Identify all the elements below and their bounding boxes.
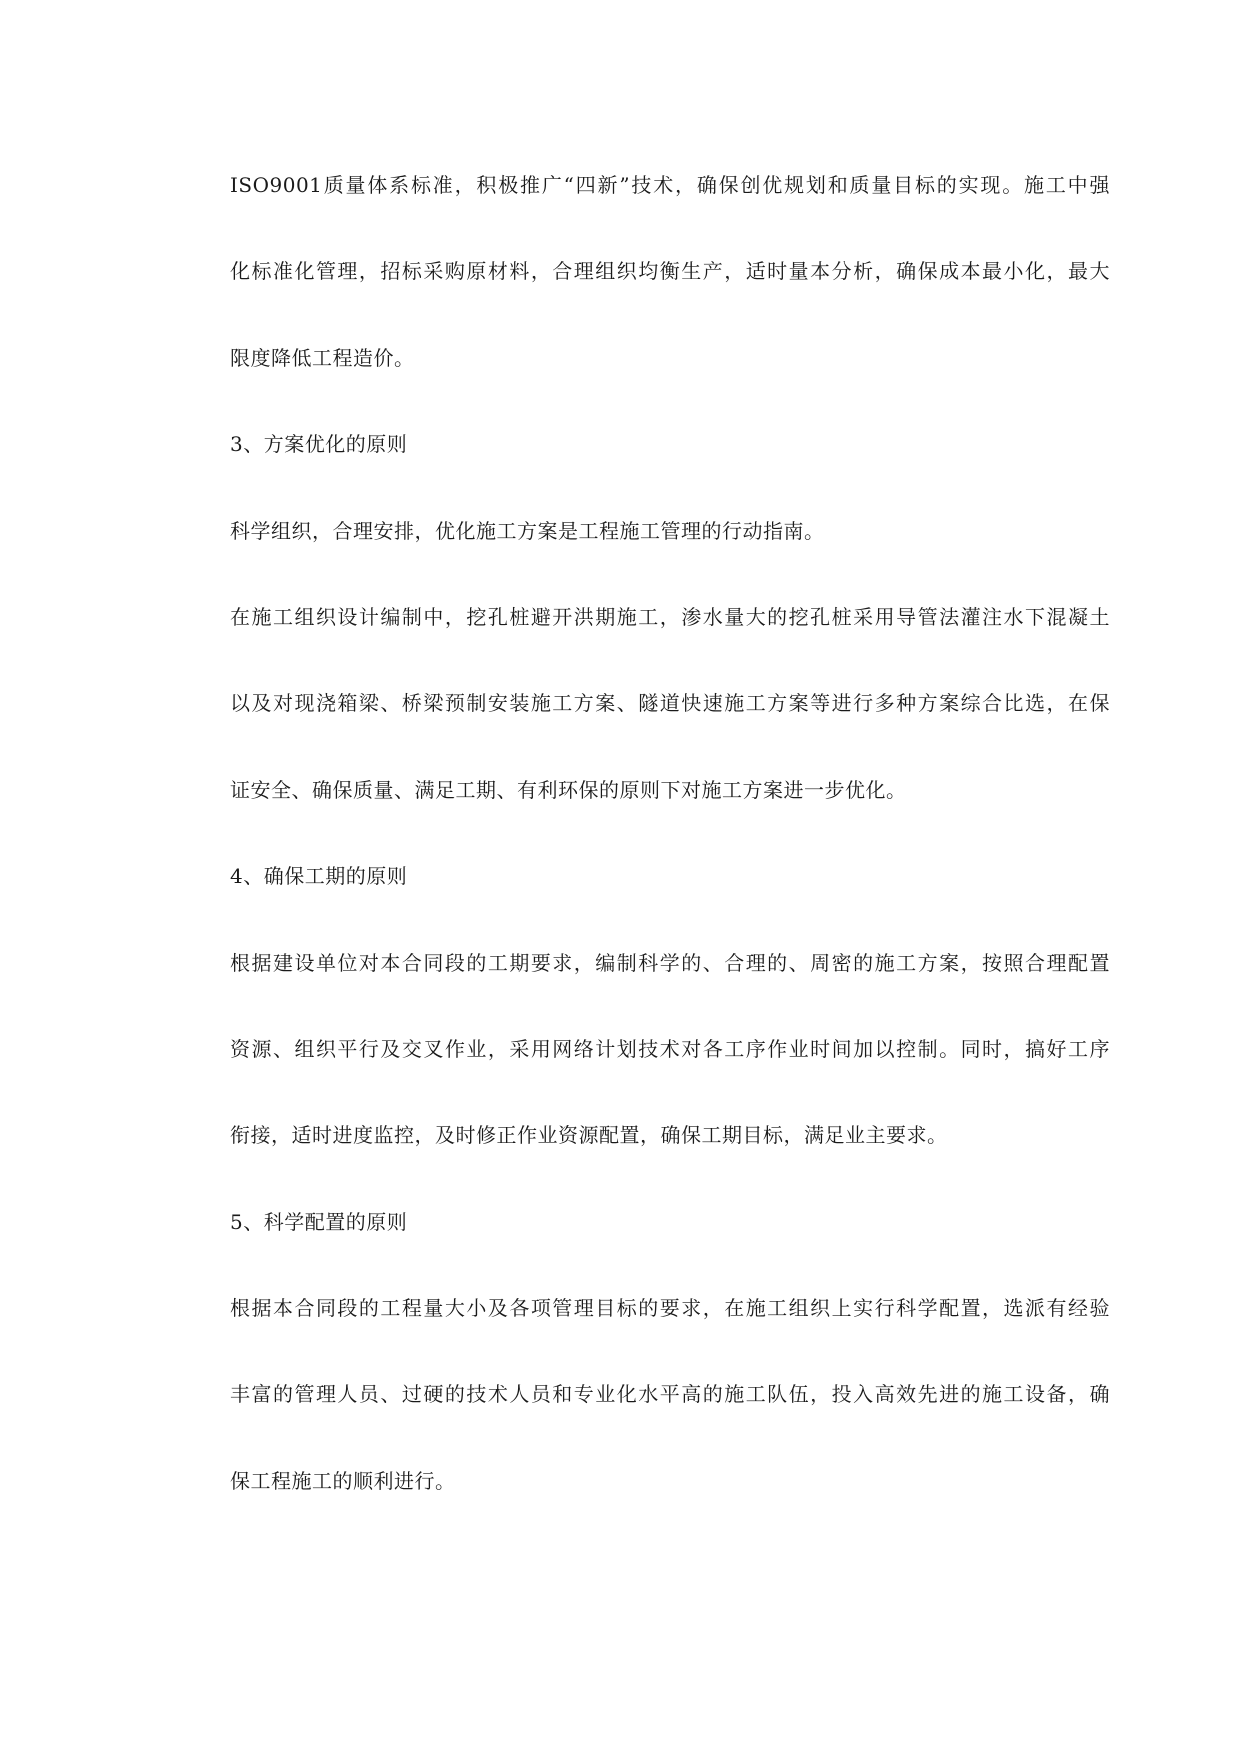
paragraph-line: ISO9001质量体系标准，积极推广“四新”技术，确保创优规划和质量目标的实现。施工中强: [230, 173, 1110, 197]
section-heading: 3、方案优化的原则: [230, 432, 408, 457]
paragraph-line: 限度降低工程造价。: [230, 345, 415, 370]
paragraph-line: 根据建设单位对本合同段的工期要求，编制科学的、合理的、周密的施工方案，按照合理配置: [230, 950, 1110, 975]
paragraph-line: 在施工组织设计编制中，挖孔桩避开洪期施工，渗水量大的挖孔桩采用导管法灌注水下混凝土: [230, 604, 1110, 629]
paragraph-line: 资源、组织平行及交叉作业，采用网络计划技术对各工序作业时间加以控制。同时，搞好工序: [230, 1036, 1110, 1061]
paragraph-line: 以及对现浇箱梁、桥梁预制安装施工方案、隧道快速施工方案等进行多种方案综合比选，在保: [230, 691, 1110, 716]
paragraph-line: 科学组织，合理安排，优化施工方案是工程施工管理的行动指南。: [230, 518, 825, 543]
document-body: [230, 170, 1110, 1552]
paragraph-line: 衔接，适时进度监控，及时修正作业资源配置，确保工期目标，满足业主要求。: [230, 1123, 948, 1148]
paragraph-line: 保工程施工的顺利进行。: [230, 1468, 456, 1493]
paragraph-line: 根据本合同段的工程量大小及各项管理目标的要求，在施工组织上实行科学配置，选派有经验: [230, 1296, 1110, 1321]
section-heading: 4、确保工期的原则: [230, 864, 408, 889]
paragraph-line: 化标准化管理，招标采购原材料，合理组织均衡生产，适时量本分析，确保成本最小化，最大: [230, 259, 1110, 284]
paragraph-line: 丰富的管理人员、过硬的技术人员和专业化水平高的施工队伍，投入高效先进的施工设备，确: [230, 1382, 1110, 1407]
paragraph-line: 证安全、确保质量、满足工期、有利环保的原则下对施工方案进一步优化。: [230, 777, 907, 802]
section-heading: 5、科学配置的原则: [230, 1209, 408, 1234]
